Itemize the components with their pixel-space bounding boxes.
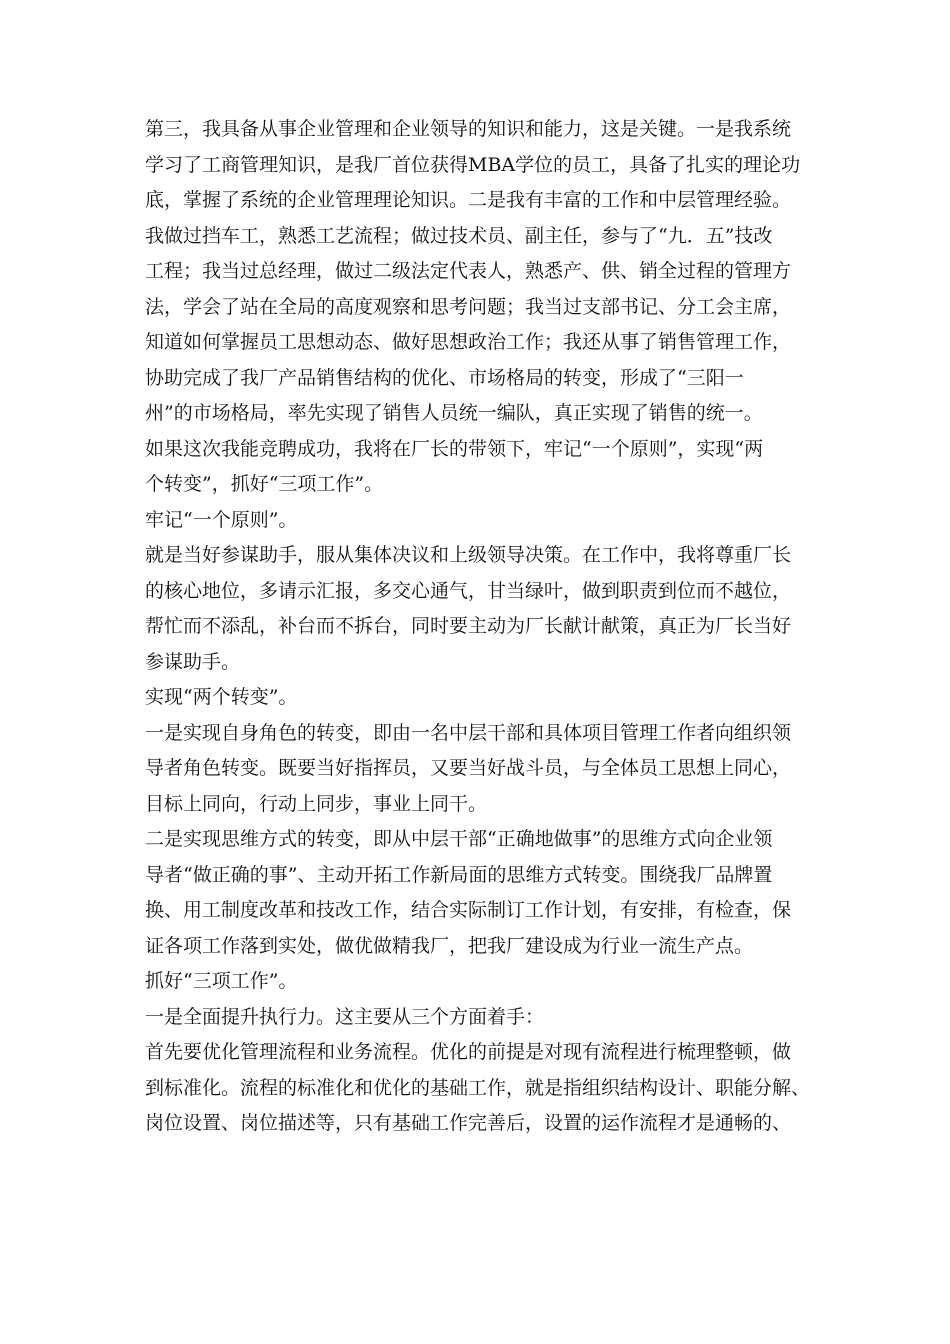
text-line: 学习了工商管理知识，是我厂首位获得MBA学位的员工，具备了扎实的理论功	[145, 153, 801, 176]
section-heading: 牢记“一个原则”。	[145, 508, 298, 531]
text-line: 换、用工制度改革和技改工作，结合实际制订工作计划，有安排，有检查，保	[145, 899, 792, 921]
text-line: 岗位设置、岗位描述等，只有基础工作完善后，设置的运作流程才是通畅的、	[145, 1112, 792, 1134]
section-heading: 实现“两个转变”。	[145, 686, 298, 708]
text-line: 州”的市场格局，率先实现了销售人员统一编队，真正实现了销售的统一。	[145, 402, 763, 424]
text-line: 个转变”，抓好“三项工作”。	[145, 473, 384, 495]
text-line: 法，学会了站在全局的高度观察和思考问题；我当过支部书记、分工会主席，	[145, 295, 792, 318]
text-line: 二是实现思维方式的转变，即从中层干部“正确地做事”的思维方式向企业领	[145, 828, 773, 850]
text-line: 一是实现自身角色的转变，即由一名中层干部和具体项目管理工作者向组织领	[145, 721, 792, 744]
text-line: 知道如何掌握员工思想动态、做好思想政治工作；我还从事了销售管理工作，	[145, 331, 792, 353]
text-line: 到标准化。流程的标准化和优化的基础工作，就是指组织结构设计、职能分解、	[145, 1076, 811, 1099]
text-line: 底，掌握了系统的企业管理理论知识。二是我有丰富的工作和中层管理经验。	[145, 189, 792, 211]
text-line: 证各项工作落到实处，做优做精我厂，把我厂建设成为行业一流生产点。	[145, 934, 754, 957]
text-line: 就是当好参谋助手，服从集体决议和上级领导决策。在工作中，我将尊重厂长	[145, 544, 792, 566]
section-heading: 抓好“三项工作”。	[145, 970, 298, 992]
text-line: 帮忙而不添乱，补台而不拆台，同时要主动为厂长献计献策，真正为厂长当好	[145, 615, 792, 637]
text-line: 工程；我当过总经理，做过二级法定代表人，熟悉产、供、销全过程的管理方	[145, 260, 792, 282]
text-line: 如果这次我能竞聘成功，我将在厂长的带领下，牢记“一个原则”，实现“两	[145, 437, 764, 460]
text-line: 导者“做正确的事”、主动开拓工作新局面的思维方式转变。围绕我厂品牌置	[145, 863, 773, 886]
text-line: 第三，我具备从事企业管理和企业领导的知识和能力，这是关键。一是我系统	[145, 118, 792, 140]
text-line: 协助完成了我厂产品销售结构的优化、市场格局的转变，形成了“三阳一	[145, 366, 744, 389]
text-line: 目标上同向，行动上同步，事业上同干。	[145, 792, 488, 815]
text-line: 我做过挡车工，熟悉工艺流程；做过技术员、副主任，参与了“九．五”技改	[145, 224, 773, 247]
document-body	[145, 112, 825, 1142]
text-line: 的核心地位，多请示汇报，多交心通气，甘当绿叶，做到职责到位而不越位，	[145, 579, 792, 602]
text-line: 导者角色转变。既要当好指挥员，又要当好战斗员，与全体员工思想上同心，	[145, 757, 792, 779]
text-line: 首先要优化管理流程和业务流程。优化的前提是对现有流程进行梳理整顿，做	[145, 1041, 792, 1063]
text-line: 参谋助手。	[145, 650, 241, 673]
text-line: 一是全面提升执行力。这主要从三个方面着手：	[145, 1005, 545, 1028]
